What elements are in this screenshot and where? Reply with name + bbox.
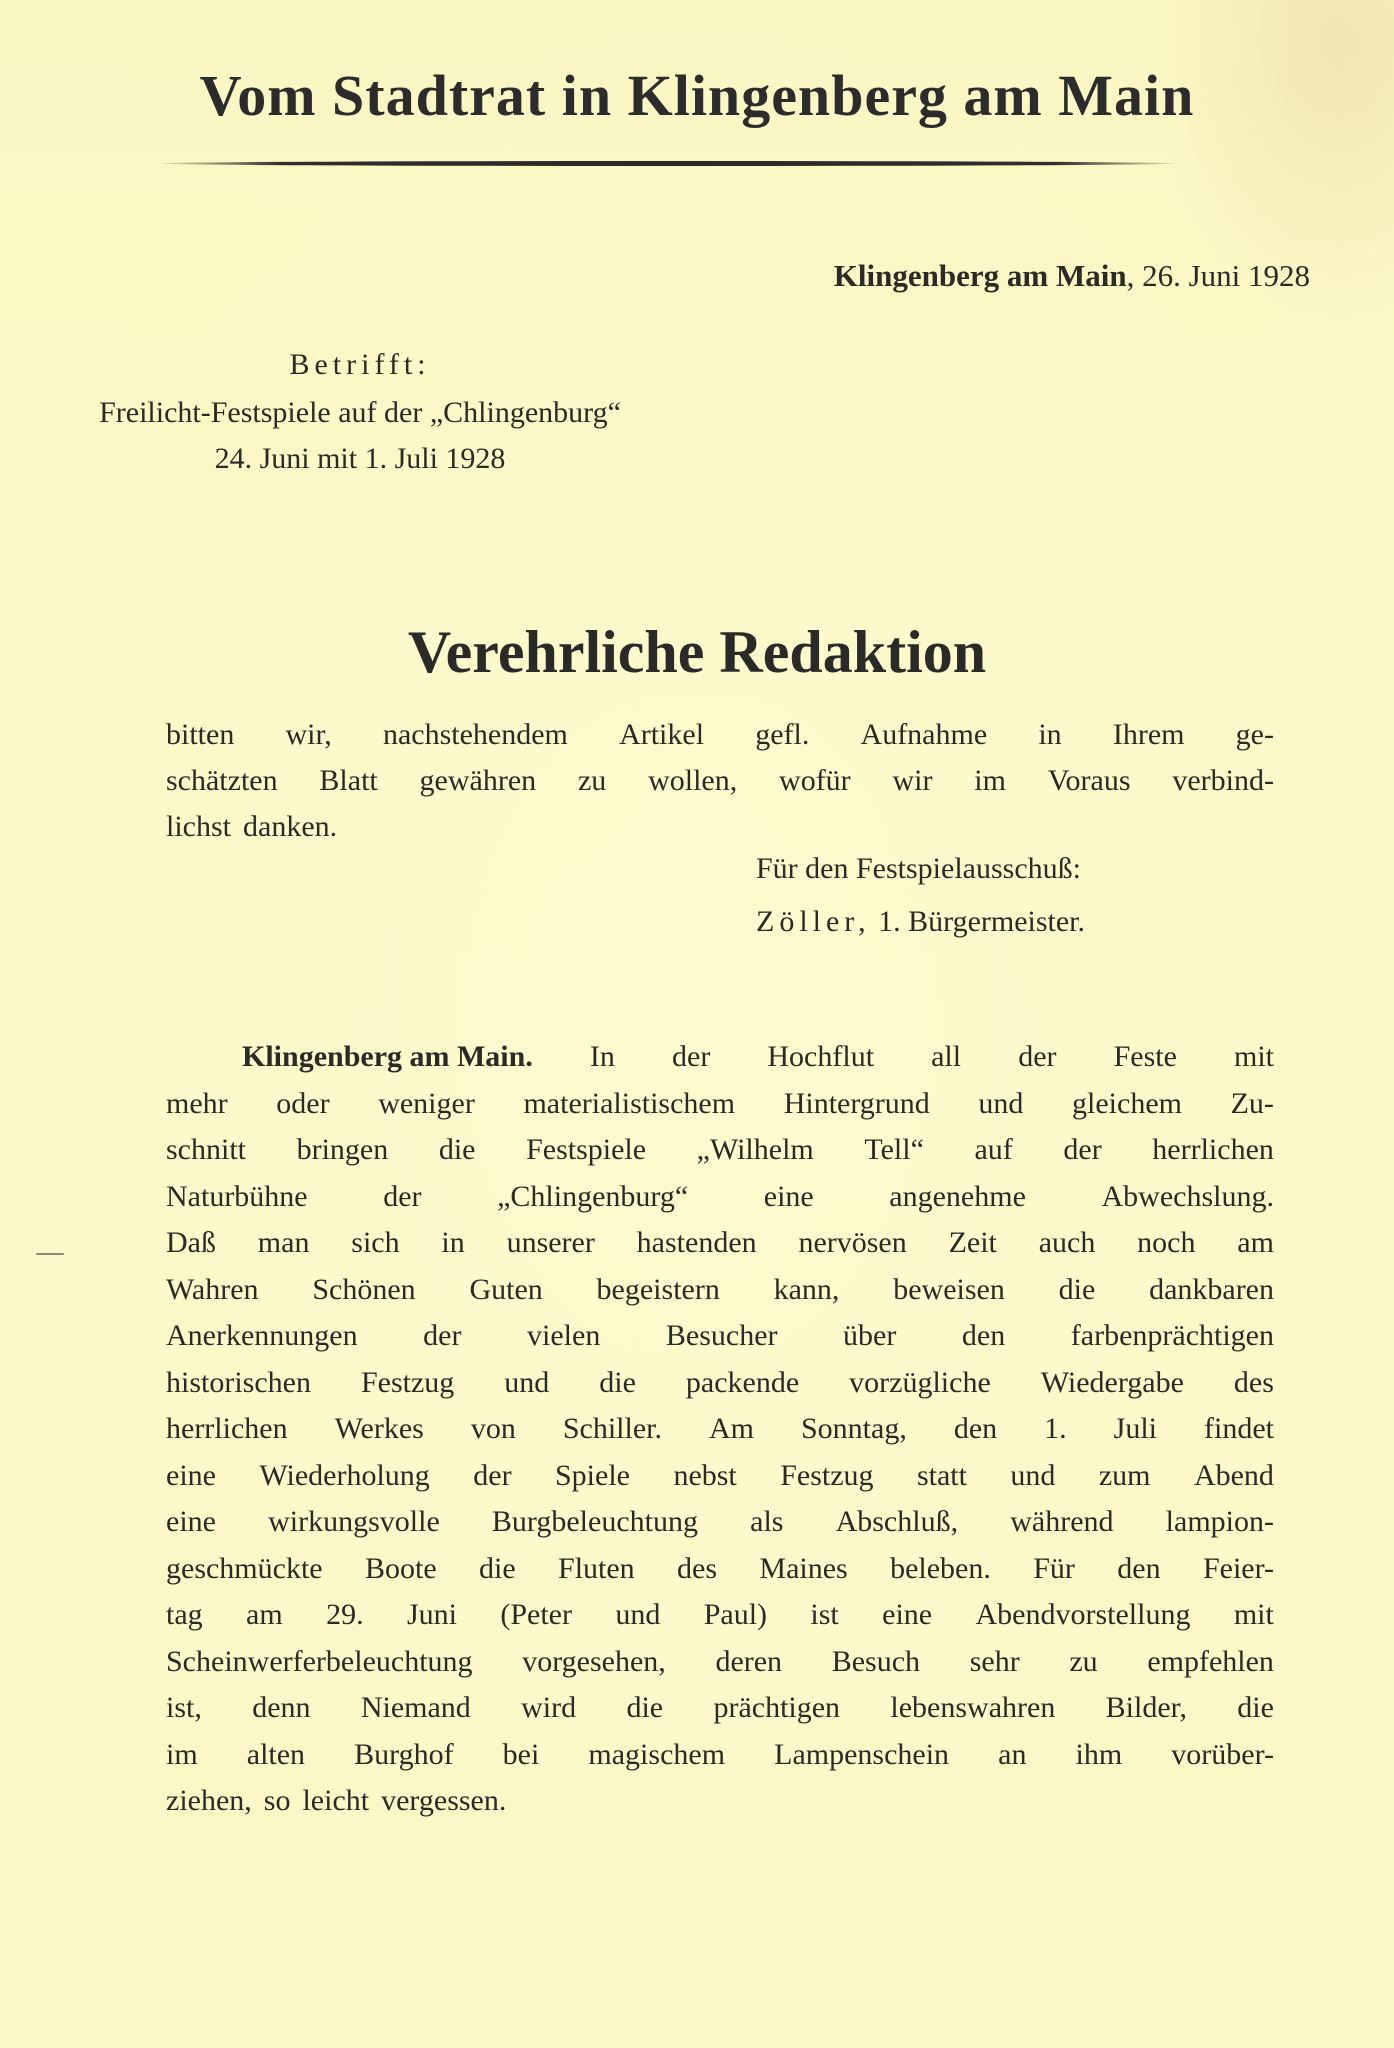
- text-line: [166, 1081, 1274, 1128]
- word: während: [1010, 1505, 1114, 1538]
- word: (Peter: [500, 1598, 572, 1631]
- word: ziehen,: [166, 1784, 252, 1817]
- word: vorzügliche: [849, 1365, 991, 1399]
- word: am: [246, 1598, 283, 1631]
- word: historischen: [166, 1365, 311, 1399]
- word: Voraus: [1047, 764, 1131, 797]
- word: die: [479, 1551, 516, 1585]
- word: oder: [276, 1086, 330, 1120]
- text-line: [166, 804, 1274, 850]
- word: vergessen.: [381, 1784, 507, 1817]
- word: gewähren: [419, 764, 537, 797]
- signature-name: Zöller,: [756, 905, 871, 938]
- word: herrlichen: [1152, 1133, 1274, 1166]
- word: empfehlen: [1147, 1644, 1274, 1678]
- word: statt: [916, 1458, 967, 1492]
- word: die: [438, 1133, 476, 1166]
- word: der: [672, 1040, 711, 1073]
- word: auf: [974, 1133, 1013, 1166]
- word: leicht: [302, 1784, 370, 1817]
- word: „Wilhelm: [696, 1133, 814, 1166]
- word: lampion-: [1165, 1505, 1274, 1538]
- article-paragraph: [166, 1034, 1274, 1825]
- text-line: [166, 1639, 1274, 1686]
- word: Sonntag,: [800, 1412, 907, 1445]
- word: die: [1237, 1691, 1274, 1724]
- word: lebenswahren: [890, 1691, 1056, 1724]
- word: geschmückte: [166, 1551, 323, 1585]
- word: alten: [246, 1737, 306, 1771]
- text-line: [166, 1732, 1274, 1779]
- text-line: [166, 712, 1274, 758]
- word: 29.: [326, 1598, 364, 1631]
- word: kann,: [773, 1272, 840, 1306]
- word: unserer: [506, 1226, 595, 1259]
- text-line: [166, 1499, 1274, 1546]
- word: vorgesehen,: [522, 1644, 666, 1678]
- intro-paragraph: [166, 712, 1274, 850]
- word: zum: [1098, 1458, 1151, 1492]
- word: packende: [685, 1365, 800, 1399]
- word: so: [263, 1784, 291, 1817]
- word: „Chlingenburg“: [497, 1179, 689, 1213]
- word: wollen,: [648, 764, 738, 797]
- word: und: [1010, 1458, 1056, 1492]
- text-line: [166, 1360, 1274, 1407]
- word: den: [1117, 1551, 1161, 1585]
- word: an: [998, 1737, 1027, 1771]
- word: von: [470, 1412, 516, 1445]
- letterhead-title: Vom Stadtrat in Klingenberg am Main: [199, 63, 1195, 128]
- word: weniger: [378, 1086, 475, 1120]
- word: all: [931, 1040, 962, 1073]
- word: man: [257, 1226, 310, 1259]
- word: Wiedergabe: [1040, 1365, 1184, 1399]
- word: in: [1038, 718, 1062, 751]
- word: schätzten: [166, 764, 278, 797]
- word: Schönen: [312, 1272, 416, 1306]
- word: danken.: [243, 810, 338, 843]
- signature-committee: Für den Festspielausschuß:: [756, 852, 1081, 885]
- word: Zeit: [948, 1226, 997, 1259]
- word: wir: [892, 764, 933, 797]
- word: am: [1237, 1226, 1274, 1259]
- dateline-date: 26. Juni 1928: [1142, 258, 1310, 293]
- word: Scheinwerferbeleuchtung: [166, 1644, 473, 1678]
- word: Niemand: [360, 1691, 471, 1724]
- word: Blatt: [319, 764, 378, 797]
- word: der: [423, 1319, 462, 1352]
- word: zu: [1069, 1644, 1098, 1678]
- word: Festzug: [360, 1365, 455, 1399]
- word: Juni: [406, 1598, 457, 1631]
- word: vorüber-: [1171, 1737, 1274, 1771]
- word: Bilder,: [1105, 1691, 1187, 1724]
- word: begeistern: [596, 1272, 720, 1306]
- word: herrlichen: [166, 1412, 288, 1445]
- word: der: [1063, 1133, 1102, 1166]
- word: Am: [708, 1412, 754, 1445]
- word: Ihrem: [1112, 718, 1185, 751]
- word: der: [1018, 1040, 1057, 1073]
- word: Artikel: [619, 718, 705, 751]
- text-line: [166, 1034, 1274, 1081]
- word: ist,: [166, 1691, 202, 1724]
- article-lead: Klingenberg am Main.: [242, 1040, 533, 1073]
- word: in: [441, 1226, 465, 1259]
- word: Tell“: [864, 1133, 924, 1166]
- word: und: [504, 1365, 550, 1399]
- word: des: [677, 1551, 718, 1585]
- word: Besucher: [665, 1319, 778, 1352]
- word: Aufnahme: [860, 718, 988, 751]
- word: ge-: [1235, 718, 1274, 751]
- word: Abwechslung.: [1101, 1179, 1274, 1213]
- word: im: [974, 764, 1006, 797]
- word: der: [383, 1179, 422, 1213]
- word: die: [1058, 1272, 1096, 1306]
- word: Burghof: [354, 1737, 454, 1771]
- text-line: [166, 1267, 1274, 1314]
- word: denn: [252, 1691, 311, 1724]
- word: nebst: [673, 1458, 737, 1492]
- text-line: [166, 1453, 1274, 1500]
- word: vielen: [527, 1319, 601, 1352]
- word: wirkungsvolle: [268, 1505, 440, 1538]
- word: Guten: [469, 1272, 543, 1306]
- word: den: [953, 1412, 998, 1445]
- word: farbenprächtigen: [1070, 1319, 1274, 1352]
- word: und: [615, 1598, 661, 1631]
- word: Abend: [1193, 1458, 1274, 1492]
- word: nervösen: [798, 1226, 907, 1259]
- word: angenehme: [889, 1179, 1026, 1213]
- word: Festspiele: [526, 1133, 647, 1166]
- word: im: [166, 1737, 198, 1771]
- word: Feier-: [1202, 1551, 1274, 1585]
- word: In: [589, 1040, 615, 1073]
- word: Spiele: [555, 1458, 630, 1492]
- word: Wiederholung: [259, 1458, 430, 1492]
- word: sich: [351, 1226, 400, 1259]
- word: ihm: [1075, 1737, 1123, 1771]
- word: bitten: [166, 718, 235, 751]
- word: deren: [715, 1644, 783, 1678]
- word: Juli: [1113, 1412, 1158, 1445]
- word: Hochflut: [767, 1040, 875, 1073]
- word: bei: [502, 1737, 540, 1771]
- text-line: [166, 1778, 1274, 1825]
- text-line: [166, 1406, 1274, 1453]
- signature-line: [756, 895, 1085, 948]
- word: eine: [882, 1598, 933, 1631]
- word: mit: [1233, 1040, 1274, 1073]
- dateline: [834, 258, 1310, 294]
- dateline-place: Klingenberg am Main: [833, 258, 1127, 293]
- word: den: [961, 1319, 1006, 1352]
- word: zu: [577, 764, 607, 797]
- text-line: [166, 1220, 1274, 1267]
- word: gefl.: [755, 718, 810, 751]
- margin-mark: [36, 1253, 64, 1255]
- word: des: [1233, 1365, 1274, 1399]
- word: tag: [166, 1598, 203, 1631]
- word: beweisen: [893, 1272, 1005, 1306]
- word: über: [843, 1319, 897, 1352]
- letterhead-divider: [160, 161, 1177, 166]
- word: auch: [1038, 1226, 1096, 1259]
- word: Abschluß,: [835, 1505, 959, 1538]
- word: beleben.: [890, 1551, 991, 1585]
- word: wird: [521, 1691, 577, 1724]
- text-line: [166, 1127, 1274, 1174]
- word: eine: [763, 1179, 814, 1213]
- word: Werkes: [334, 1412, 424, 1445]
- word: lichst: [166, 810, 231, 843]
- word: Besuch: [831, 1644, 921, 1678]
- word: gleichem: [1072, 1086, 1182, 1120]
- word: Paul): [703, 1598, 768, 1631]
- word: Schiller.: [562, 1412, 662, 1445]
- word: noch: [1137, 1226, 1196, 1259]
- word: dankbaren: [1149, 1272, 1274, 1306]
- word: wir,: [285, 718, 332, 751]
- word: verbind-: [1172, 764, 1274, 797]
- word: Feste: [1113, 1040, 1177, 1073]
- word: Boote: [364, 1551, 437, 1585]
- salutation: Verehrliche Redaktion: [407, 619, 987, 685]
- word: Fluten: [558, 1551, 635, 1585]
- subject-line: 24. Juni mit 1. Juli 1928: [214, 442, 506, 475]
- subject-block: [0, 340, 720, 482]
- word: Zu-: [1230, 1086, 1274, 1120]
- word: schnitt: [166, 1133, 246, 1166]
- word: der: [473, 1458, 512, 1492]
- word: eine: [166, 1458, 216, 1492]
- word: sehr: [969, 1644, 1020, 1678]
- word: mit: [1233, 1598, 1274, 1631]
- word: Für: [1033, 1551, 1075, 1585]
- subject-label: Betrifft:: [289, 348, 431, 381]
- word: hastenden: [636, 1226, 757, 1259]
- word: eine: [166, 1505, 216, 1538]
- dateline-separator: ,: [1126, 258, 1135, 293]
- word: die: [599, 1365, 636, 1399]
- word: Maines: [759, 1551, 848, 1585]
- word: Hintergrund: [783, 1086, 930, 1120]
- word: prächtigen: [713, 1691, 841, 1724]
- word: nachstehendem: [382, 718, 568, 751]
- text-line: [166, 1174, 1274, 1221]
- word: ist: [810, 1598, 839, 1631]
- word: bringen: [296, 1133, 389, 1166]
- word: magischem: [588, 1737, 726, 1771]
- word: die: [626, 1691, 664, 1724]
- word: Festzug: [780, 1458, 874, 1492]
- word: als: [750, 1505, 784, 1538]
- text-line: [166, 1546, 1274, 1593]
- word: wofür: [779, 764, 851, 797]
- word: Daß: [166, 1226, 216, 1259]
- signature-block: [756, 842, 1085, 948]
- text-line: [166, 1313, 1274, 1360]
- word: Burgbeleuchtung: [491, 1505, 698, 1538]
- text-line: [166, 758, 1274, 804]
- subject-line: Freilicht-Festspiele auf der „Chlingenburg“: [99, 396, 621, 429]
- word: materialistischem: [523, 1086, 736, 1120]
- word: Lampenschein: [774, 1737, 950, 1771]
- signature-title: 1. Bürgermeister.: [878, 905, 1086, 938]
- text-line: [166, 1685, 1274, 1732]
- word: 1.: [1044, 1412, 1067, 1445]
- word: Wahren: [166, 1272, 259, 1306]
- word: mehr: [166, 1086, 228, 1120]
- word: Naturbühne: [166, 1179, 308, 1213]
- word: Anerkennungen: [166, 1319, 358, 1352]
- word: Abendvorstellung: [975, 1598, 1191, 1631]
- text-line: [166, 1592, 1274, 1639]
- word: findet: [1204, 1412, 1274, 1445]
- word: und: [978, 1086, 1024, 1120]
